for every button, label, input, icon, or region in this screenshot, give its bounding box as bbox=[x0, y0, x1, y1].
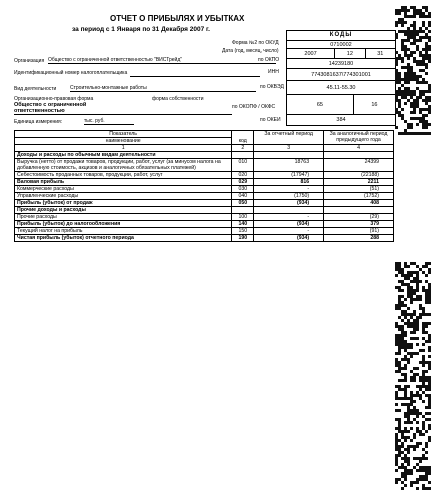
scan-dot bbox=[425, 430, 428, 433]
scan-dot bbox=[407, 307, 410, 310]
scan-dot bbox=[410, 484, 413, 487]
scan-dot bbox=[416, 289, 419, 292]
scan-dot bbox=[410, 346, 413, 349]
scan-dot bbox=[404, 334, 407, 337]
scan-dot bbox=[413, 15, 416, 18]
row-current: - bbox=[254, 228, 324, 235]
scan-dot bbox=[407, 463, 410, 466]
scan-dot bbox=[413, 51, 416, 54]
row-name: Прочие доходы и расходы bbox=[15, 207, 232, 214]
scan-dot bbox=[416, 445, 419, 448]
scan-dot bbox=[419, 298, 422, 301]
row-code: 029 bbox=[232, 179, 254, 186]
row-name: Текущий налог на прибыль bbox=[15, 228, 232, 235]
row-prior: 408 bbox=[324, 200, 394, 207]
okved-label: по ОКВЭД bbox=[260, 84, 284, 90]
scan-barcode-top bbox=[395, 6, 431, 134]
row-code: 150 bbox=[232, 228, 254, 235]
row-current: 18763 bbox=[254, 159, 324, 172]
scan-dot bbox=[407, 361, 410, 364]
scan-dot bbox=[401, 289, 404, 292]
inn-code-label: ИНН bbox=[268, 69, 279, 75]
legal-form-value-2: ответственностью bbox=[14, 108, 65, 114]
scan-dot bbox=[413, 331, 416, 334]
scan-dot bbox=[407, 385, 410, 388]
row-code: 040 bbox=[232, 193, 254, 200]
okpo-value: 14239180 bbox=[287, 59, 395, 69]
scan-dot bbox=[401, 108, 404, 111]
table-row bbox=[15, 207, 394, 214]
scan-dot bbox=[395, 481, 398, 484]
legal-form-underline bbox=[14, 114, 232, 115]
scan-dot bbox=[395, 63, 398, 66]
scan-dot bbox=[395, 469, 398, 472]
inn-value: 7743081637\774301001 bbox=[287, 69, 395, 81]
scan-dot bbox=[398, 409, 401, 412]
scan-dot bbox=[416, 367, 419, 370]
row-prior: (51) bbox=[324, 186, 394, 193]
scan-dot bbox=[416, 123, 419, 126]
scan-dot bbox=[425, 114, 428, 117]
scan-dot bbox=[416, 487, 419, 490]
row-name: Управленческие расходы bbox=[15, 193, 232, 200]
scan-dot bbox=[404, 484, 407, 487]
scan-dot bbox=[407, 451, 410, 454]
row-code: 190 bbox=[232, 235, 254, 242]
row-code: 020 bbox=[232, 172, 254, 179]
scan-dot bbox=[416, 415, 419, 418]
scan-dot bbox=[416, 343, 419, 346]
okpo-label: по ОКПО bbox=[258, 57, 280, 63]
table-row bbox=[15, 193, 394, 200]
scan-dot bbox=[413, 400, 416, 403]
table-row bbox=[15, 235, 394, 242]
date-month: 12 bbox=[334, 49, 364, 58]
row-prior: 288 bbox=[324, 235, 394, 242]
okud-value: 0710002 bbox=[287, 41, 395, 49]
table-row bbox=[15, 200, 394, 207]
row-name: Прочие расходы bbox=[15, 214, 232, 221]
row-name: Выручка (нетто) от продажи товаров, продукции, работ, услуг (за минусом налога на добавленную стоимость, акцизов и аналогичных обязательных платежей) bbox=[15, 159, 232, 172]
row-current: (934) bbox=[254, 221, 324, 228]
okopf-value: 65 bbox=[316, 102, 323, 108]
scan-dot bbox=[422, 400, 425, 403]
scan-dot bbox=[413, 436, 416, 439]
okved-value: 45.11-55.30 bbox=[287, 81, 395, 95]
scan-dot bbox=[407, 430, 410, 433]
scan-dot bbox=[410, 427, 413, 430]
scan-dot bbox=[425, 126, 428, 129]
scan-dot bbox=[425, 72, 428, 75]
row-current bbox=[254, 207, 324, 214]
row-code: 140 bbox=[232, 221, 254, 228]
scan-dot bbox=[419, 460, 422, 463]
row-current: (17947) bbox=[254, 172, 324, 179]
scan-dot bbox=[395, 36, 398, 39]
scan-dot bbox=[419, 442, 422, 445]
row-prior bbox=[324, 152, 394, 159]
scan-dot bbox=[413, 448, 416, 451]
head-code: код bbox=[232, 131, 254, 145]
scan-dot bbox=[410, 472, 413, 475]
row-current: (1750) bbox=[254, 193, 324, 200]
table-row bbox=[15, 172, 394, 179]
row-current: (934) bbox=[254, 235, 324, 242]
scan-dot bbox=[410, 421, 413, 424]
scan-dot bbox=[425, 66, 428, 69]
scan-dot bbox=[410, 355, 413, 358]
table-row bbox=[15, 214, 394, 221]
scan-dot bbox=[416, 352, 419, 355]
scan-dot bbox=[407, 81, 410, 84]
scan-dot bbox=[413, 111, 416, 114]
scan-dot bbox=[404, 379, 407, 382]
head-prior: За аналогичный период предыдущего года bbox=[324, 131, 394, 145]
row-name: Прибыль (убыток) от продаж bbox=[15, 200, 232, 207]
scan-dot bbox=[422, 364, 425, 367]
scan-dot bbox=[401, 24, 404, 27]
scan-dot bbox=[407, 57, 410, 60]
column-number-row bbox=[15, 145, 394, 152]
activity-label: Вид деятельности bbox=[14, 86, 57, 92]
scan-dot bbox=[407, 265, 410, 268]
scan-dot bbox=[404, 367, 407, 370]
row-name: Валовая прибыль bbox=[15, 179, 232, 186]
row-name: Доходы и расходы по обычным видам деятельности bbox=[15, 152, 232, 159]
row-code: 010 bbox=[232, 159, 254, 172]
scan-dot bbox=[398, 12, 401, 15]
row-prior: 2211 bbox=[324, 179, 394, 186]
date-label: Дата (год, месяц, число) bbox=[222, 48, 279, 54]
scan-dot bbox=[416, 328, 419, 331]
scan-dot bbox=[425, 445, 428, 448]
row-name: Чистая прибыль (убыток) отчетного периода bbox=[15, 235, 232, 242]
col-number: 4 bbox=[324, 145, 394, 152]
col-number: 2 bbox=[232, 145, 254, 152]
codes-box bbox=[286, 30, 396, 126]
table-row bbox=[15, 152, 394, 159]
scan-dot bbox=[404, 478, 407, 481]
scan-dot bbox=[419, 280, 422, 283]
table-row bbox=[15, 221, 394, 228]
row-code: 030 bbox=[232, 186, 254, 193]
row-prior: (91) bbox=[324, 228, 394, 235]
scan-dot bbox=[416, 337, 419, 340]
scan-dot bbox=[425, 370, 428, 373]
scan-dot bbox=[407, 9, 410, 12]
table-row bbox=[15, 228, 394, 235]
scan-dot bbox=[404, 21, 407, 24]
scan-dot bbox=[404, 102, 407, 105]
legal-form-value-1: Общество с ограниченной bbox=[14, 102, 87, 108]
scan-dot bbox=[401, 487, 404, 490]
scan-dot bbox=[404, 298, 407, 301]
scan-barcode-bottom bbox=[395, 262, 431, 488]
okopf-label: по ОКОПФ / ОКФС bbox=[232, 104, 276, 110]
unit-value: тыс. руб. bbox=[84, 118, 134, 125]
scan-dot bbox=[422, 433, 425, 436]
scan-dot bbox=[422, 343, 425, 346]
head-current: За отчетный период bbox=[254, 131, 324, 145]
row-prior: (22188) bbox=[324, 172, 394, 179]
scan-dot bbox=[395, 24, 398, 27]
scan-dot bbox=[425, 325, 428, 328]
scan-dot bbox=[410, 439, 413, 442]
table-row bbox=[15, 159, 394, 172]
row-name: Себестоимость проданных товаров, продукции, работ, услуг bbox=[15, 172, 232, 179]
row-prior: (29) bbox=[324, 214, 394, 221]
report-title: ОТЧЕТ О ПРИБЫЛЯХ И УБЫТКАХ bbox=[110, 14, 245, 23]
row-code: 050 bbox=[232, 200, 254, 207]
row-code bbox=[232, 152, 254, 159]
ownership-label: форма собственности bbox=[152, 96, 204, 102]
scan-dot bbox=[419, 316, 422, 319]
row-prior: (1752) bbox=[324, 193, 394, 200]
row-current: 816 bbox=[254, 179, 324, 186]
col-number: 3 bbox=[254, 145, 324, 152]
scan-dot bbox=[425, 451, 428, 454]
scan-dot bbox=[395, 126, 398, 129]
scan-dot bbox=[416, 421, 419, 424]
row-current: - bbox=[254, 214, 324, 221]
date-year: 2007 bbox=[304, 51, 317, 57]
inn-label: Идентификационный номер налогоплательщика bbox=[14, 70, 128, 76]
codes-header: КОДЫ bbox=[287, 31, 395, 41]
row-current: (934) bbox=[254, 200, 324, 207]
head-indicator: Показатель bbox=[15, 131, 232, 138]
table-header-row bbox=[15, 131, 394, 138]
org-label: Организация bbox=[14, 58, 45, 64]
table-row bbox=[15, 186, 394, 193]
row-code: 100 bbox=[232, 214, 254, 221]
row-name: Коммерческие расходы bbox=[15, 186, 232, 193]
inn-underline bbox=[130, 76, 260, 77]
row-prior: 24399 bbox=[324, 159, 394, 172]
okei-value: 384 bbox=[336, 117, 346, 123]
table-row bbox=[15, 179, 394, 186]
scan-dot bbox=[416, 481, 419, 484]
unit-label: Единица измерения: bbox=[14, 119, 63, 125]
okopf-row bbox=[287, 95, 395, 115]
scan-dot bbox=[401, 60, 404, 63]
row-code bbox=[232, 207, 254, 214]
scan-dot bbox=[395, 403, 398, 406]
row-name: Прибыль (убыток) до налогообложения bbox=[15, 221, 232, 228]
scan-dot bbox=[398, 352, 401, 355]
head-name: наименование bbox=[15, 138, 232, 145]
scan-dot bbox=[410, 126, 413, 129]
income-statement-table bbox=[14, 130, 394, 242]
scan-dot bbox=[419, 39, 422, 42]
okud-label: Форма №2 по ОКУД bbox=[232, 40, 279, 46]
date-row bbox=[287, 49, 395, 59]
org-name: Общество с ограниченной ответственностью "ВИСТрейд" bbox=[48, 57, 276, 64]
col-number: 1 bbox=[15, 145, 232, 152]
row-current: - bbox=[254, 186, 324, 193]
date-day: 31 bbox=[365, 49, 395, 58]
row-current bbox=[254, 152, 324, 159]
scan-dot bbox=[395, 274, 398, 277]
scan-dot bbox=[404, 439, 407, 442]
scan-dot bbox=[425, 274, 428, 277]
legal-form-label: Организационно-правовая форма bbox=[14, 96, 94, 102]
okfs-value: 16 bbox=[353, 95, 395, 114]
row-prior bbox=[324, 207, 394, 214]
activity-value: Строительно-монтажные работы bbox=[70, 85, 256, 92]
scan-dot bbox=[425, 457, 428, 460]
report-period: за период с 1 Января по 31 Декабря 2007 г. bbox=[72, 26, 210, 33]
okei-label: по ОКЕИ bbox=[260, 117, 281, 123]
row-prior: 379 bbox=[324, 221, 394, 228]
scan-dot bbox=[413, 379, 416, 382]
scan-dot bbox=[410, 301, 413, 304]
scan-dot bbox=[422, 349, 425, 352]
